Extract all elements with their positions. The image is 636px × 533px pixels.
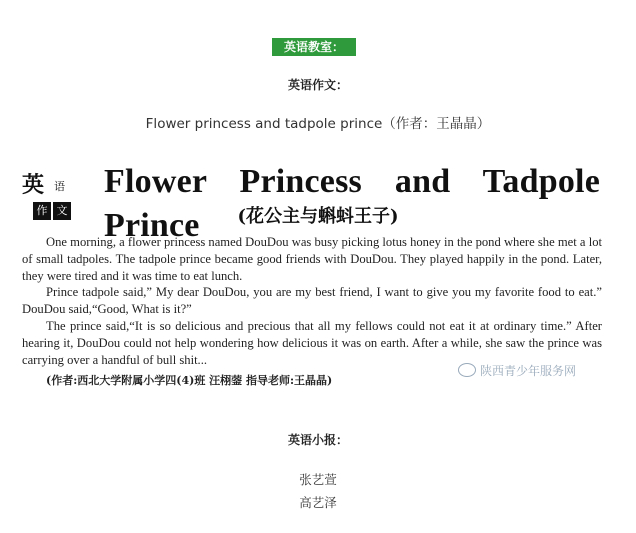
newspaper-heading: 英语小报： bbox=[287, 433, 348, 447]
essay-heading: 英语作文： bbox=[287, 78, 348, 92]
logo-box-char-1: 作 bbox=[33, 202, 51, 220]
author-name-2: 高艺泽 bbox=[299, 495, 337, 510]
logo-big-char: 英 bbox=[22, 172, 45, 198]
watermark-text: 陕西青少年服务网 bbox=[480, 364, 577, 378]
paragraph-2: Prince tadpole said,” My dear DouDou, you are my best friend, I want to give you my favorite food to eat.” DouDou said,“Good, What is it?” bbox=[22, 285, 602, 317]
author-name-1: 张艺萱 bbox=[299, 472, 337, 487]
section-badge: 英语教室： bbox=[272, 38, 356, 56]
paragraph-3: The prince said,“It is so delicious and precious that all my fellows could not eat it at ordinary time.” After hearing it, DouDou could not help wondering how delicious it was on earth. After a while, she saw the prince was carrying over a handful of bull shit... bbox=[22, 318, 602, 367]
article-subtitle: (花公主与蝌蚪王子) bbox=[237, 206, 399, 227]
paragraph-1: One morning, a flower princess named DouDou was busy picking lotus honey in the pond where she met a lot of small tadpoles. The tadpole prince became good friends with DouDou. They played happily in the pond. Later, they were tired and it was time to eat lunch. bbox=[22, 235, 602, 283]
logo-small-char: 语 bbox=[54, 180, 65, 193]
article-title: Flower Princess and Tadpole Prince bbox=[104, 163, 600, 244]
watermark bbox=[458, 362, 576, 379]
essay-line-title: Flower princess and tadpole prince（作者：王晶晶） bbox=[145, 116, 491, 132]
article-body bbox=[22, 234, 602, 368]
wechat-icon bbox=[458, 363, 476, 377]
article-credit: (作者:西北大学附属小学四(4)班 汪栩蓥 指导老师:王晶晶) bbox=[46, 374, 333, 387]
logo-box-char-2: 文 bbox=[53, 202, 71, 220]
